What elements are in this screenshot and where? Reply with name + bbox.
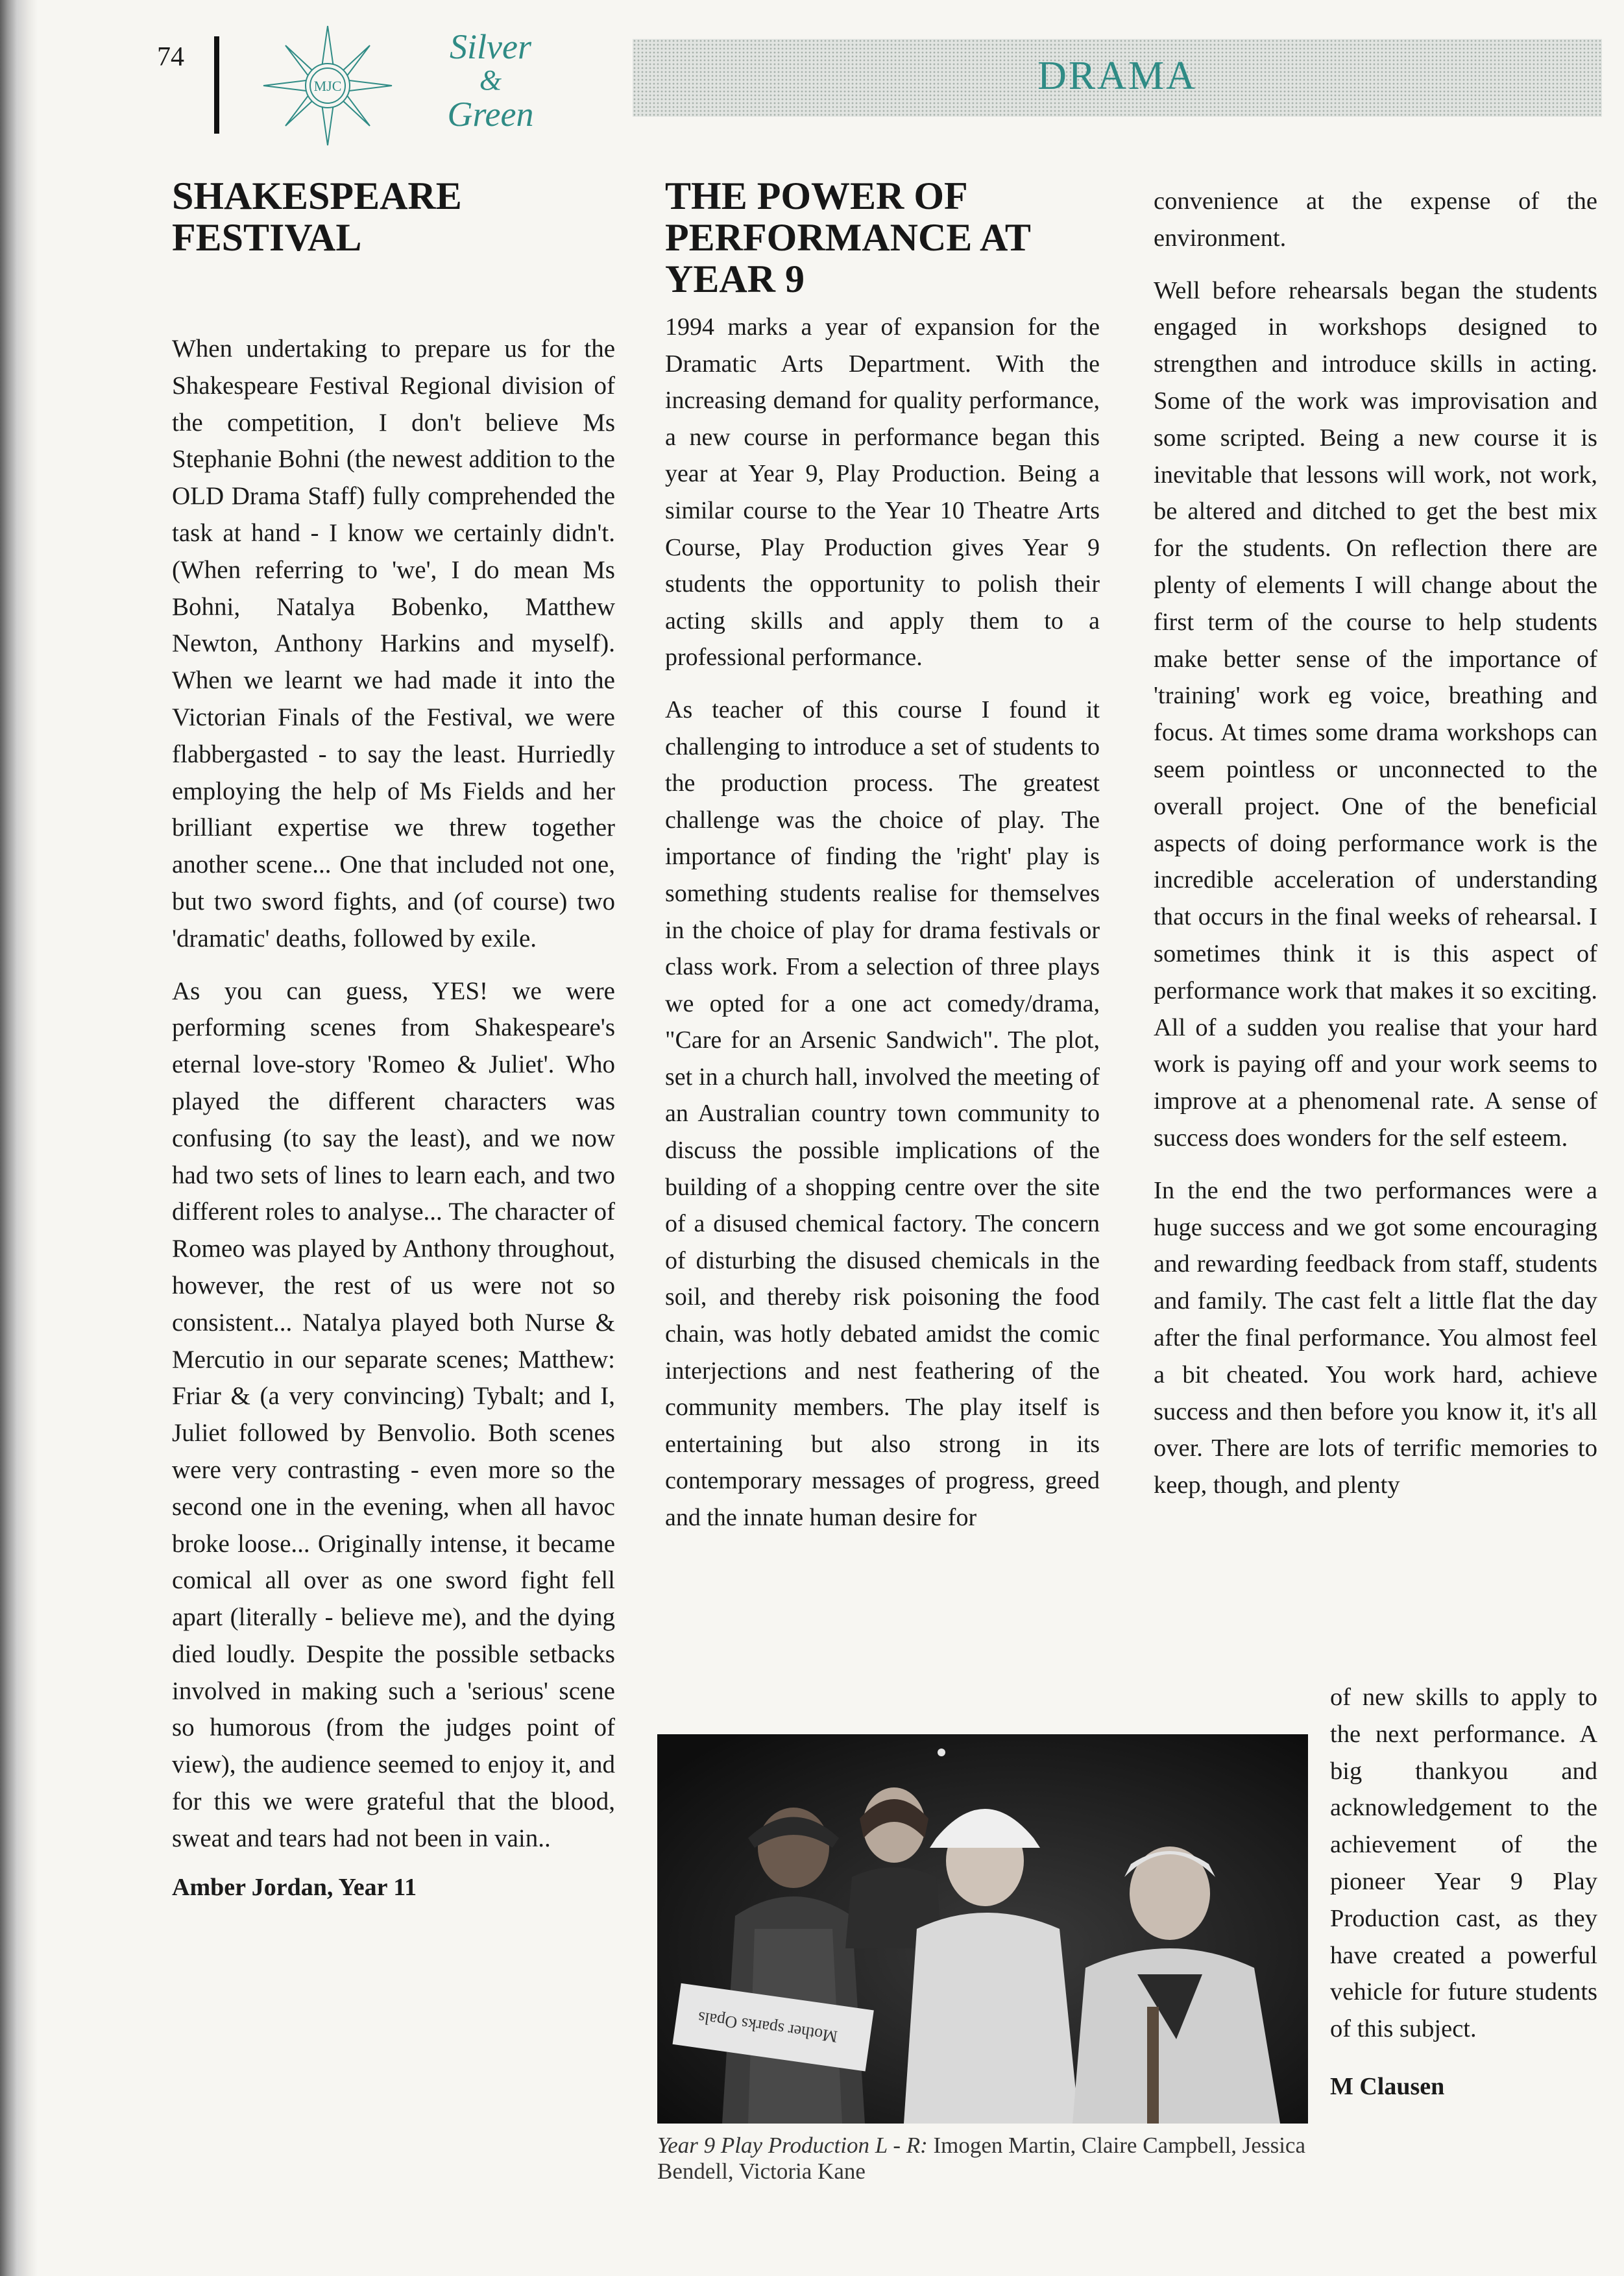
emblem-monogram: MJC bbox=[313, 78, 342, 94]
article2-paragraph: As teacher of this course I found it challenging to introduce a set of students to the production process. The greatest challenge was the choice of play. The importance of finding the 'right' play is something students realise for themselves in the choice of play for drama festivals or class work. From a selection of three plays we opted for a one act comedy/drama, "Care for an Arsenic Sandwich". The plot, set in a church hall, involved the meeting of an Australian country town community to discuss the possible implications of the building of a shopping centre over the site of a disused chemical factory. The concern of disturbing the disused chemicals in the soil, and thereby risk poisoning the food chain, was hotly debated amidst the comic interjections and nest feathering of the community members. The play itself is entertaining but also strong in its contemporary messages of progress, greed and the innate human desire for bbox=[665, 696, 1100, 1531]
article1-paragraph: As you can guess, YES! we were performing scenes from Shakespeare's eternal love-story 'Romeo & Juliet'. Who played the different characters was confusing (to say the least), and we now had two sets of lines to learn each, and two different roles to analyse... The character of Romeo was played by Anthony throughout, however, the rest of us were not so consistent... Natalya played both Nurse & Mercutio in our separate scenes; Matthew: Friar & (a very convincing) Tybalt; and I, Juliet followed by Benvolio. Both scenes were very contrasting - even more so the second one in the evening, when all havoc broke loose... Originally intense, it became comical all over as one sword fight fell apart (literally - believe me), and the dying died loudly. Despite the possible setbacks involved in making such a 'serious' scene so humorous (from the judges point of view), the audience seemed to enjoy it, and for this we were grateful that the blood, sweat and tears had not been in vain.. bbox=[172, 976, 615, 1852]
college-emblem-icon bbox=[260, 23, 396, 148]
magazine-title-line3: Green bbox=[447, 95, 534, 134]
section-header-band bbox=[633, 39, 1602, 117]
article-shakespeare-festival bbox=[172, 175, 615, 1902]
article2-paragraph: In the end the two performances were a huge success and we got some encouraging and rewarding feedback from staff, students and family. The cast felt a little flat the day after the final performance. You almost feel a bit cheated. You work hard, achieve success and then before you know it, it's all over. There are lots of terrific memories to keep, though, and plenty bbox=[1154, 1176, 1597, 1499]
photo-caption-label: Year 9 Play Production L - R: bbox=[657, 2133, 928, 2158]
magazine-title-line1: Silver bbox=[450, 27, 531, 66]
article1-byline: Amber Jordan, Year 11 bbox=[172, 1873, 417, 1901]
header-divider-rule bbox=[214, 36, 219, 134]
article1-paragraph: When undertaking to prepare us for the Shakespeare Festival Regional division of the competition, I don't believe Ms Stephanie Bohni (the newest addition to the OLD Drama Staff) fully comprehended the task at hand - I know we certainly didn't. (When referring to 'we', I do mean Ms Bohni, Natalya Bobenko, Matthew Newton, Anthony Harkins and myself). When we learnt we had made it into the Victorian Finals of the Festival, we were flabbergasted - to say the least. Hurriedly employing the help of Ms Fields and her brilliant expertise we threw together another scene... One that included not one, but two sword fights, and (of course) two 'dramatic' deaths, followed by exile. bbox=[172, 335, 615, 952]
photo-newspaper-text: Mother sparks Opals bbox=[697, 2008, 839, 2046]
cast-photo bbox=[657, 1734, 1308, 2124]
article-power-of-performance bbox=[665, 175, 1100, 1552]
photo-caption bbox=[657, 2133, 1308, 2185]
article2-tail-paragraph: of new skills to apply to the next performance. A big thankyou and acknowledgement to the achievement of the pioneer Year 9 Play Production cast, as they have created a powerful vehicle for future students of this subject. bbox=[1330, 1684, 1597, 2043]
article2-tail bbox=[1330, 1679, 1597, 2101]
article2-paragraph: convenience at the expense of the environment. bbox=[1154, 188, 1597, 252]
section-title: DRAMA bbox=[1037, 54, 1197, 98]
article2-paragraph: Well before rehearsals began the students engaged in workshops designed to strengthen and introduce skills in acting. Some of the work was improvisation and some scripted. Being a new course it is inevitable that lessons will work, not work, be altered and ditched to get the best mix for the students. On reflection there are plenty of elements I will change about the first term of the course to help students make better sense of the importance of 'training' work eg voice, breathing and focus. At times some drama workshops can seem pointless or unconnected to the overall project. One of the beneficial aspects of doing performance work is the incredible acceleration of understanding that occurs in the final weeks of rehearsal. I sometimes think it is this aspect of performance work that makes it so exciting. All of a sudden you realise that your hard work is paying off and your work seems to improve at a phenomenal rate. A sense of success does wonders for the self esteem. bbox=[1154, 276, 1597, 1152]
article2-title: THE POWER OF PERFORMANCE AT YEAR 9 bbox=[665, 175, 1030, 300]
article1-title: SHAKESPEARE FESTIVAL bbox=[172, 175, 462, 259]
page-number: 74 bbox=[157, 42, 184, 72]
book-spine-shadow bbox=[0, 0, 38, 2276]
photo-caption-names: Imogen Martin, Claire Campbell, Jessica Bendell, Victoria Kane bbox=[657, 2133, 1305, 2184]
article2-paragraph: 1994 marks a year of expansion for the Dramatic Arts Department. With the increasing demand for quality performance, a new course in performance began this year at Year 9, Play Production. Being a similar course to the Year 10 Theatre Arts Course, Play Production gives Year 9 students the opportunity to polish their acting skills and apply them to a professional performance. bbox=[665, 313, 1100, 672]
magazine-title bbox=[445, 29, 536, 132]
article2-byline: M Clausen bbox=[1330, 2072, 1445, 2100]
magazine-title-ampersand: & bbox=[479, 64, 502, 96]
article2-continued bbox=[1154, 183, 1597, 1504]
